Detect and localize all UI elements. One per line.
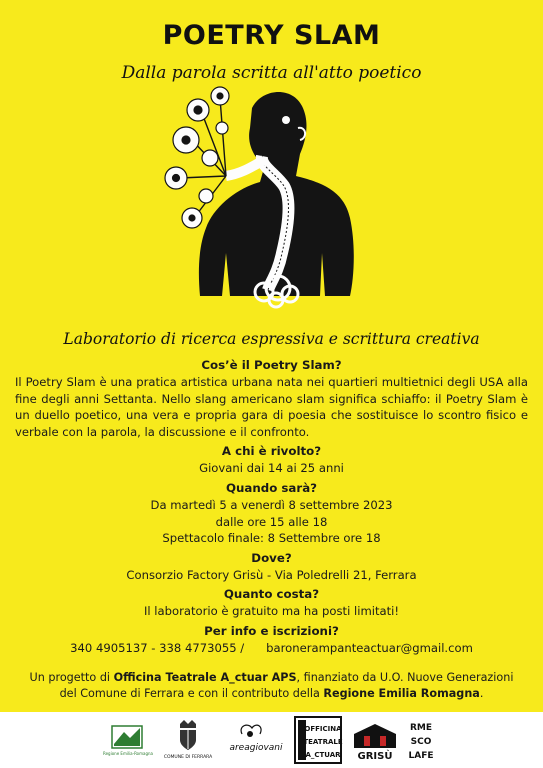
credits-org: Officina Teatrale A_ctuar APS: [113, 671, 297, 684]
svg-text:RME: RME: [409, 723, 433, 733]
svg-text:TEATRALE: TEATRALE: [303, 738, 343, 746]
rmb-logo: [406, 718, 436, 764]
project-credits: [20, 670, 523, 702]
info-content: [15, 357, 528, 657]
contact-line: [15, 640, 528, 657]
when-heading: Quando sarà?: [225, 480, 318, 495]
flower-6: [199, 122, 228, 203]
flower-stream: [226, 160, 264, 176]
regione-emilia-romagna-logo: [103, 722, 153, 758]
svg-text:OFFICINA: OFFICINA: [304, 725, 342, 733]
officina-teatrale-logo: [294, 716, 342, 764]
svg-text:A_CTUAR: A_CTUAR: [305, 751, 341, 759]
when-dates: Da martedì 5 a venerdì 8 settembre 2023: [150, 497, 393, 512]
what-heading: Cos’è il Poetry Slam?: [201, 358, 342, 372]
where-heading: Dove?: [251, 550, 292, 565]
when-hours: dalle ore 15 alle 18: [215, 514, 328, 529]
flower-4: [165, 167, 187, 189]
svg-text:SCO: SCO: [410, 737, 432, 747]
cost-text: Il laboratorio è gratuito ma ha posti limitati!: [143, 604, 400, 619]
svg-text:Regione Emilia-Romagna: Regione Emilia-Romagna: [103, 751, 153, 756]
where-text: Consorzio Factory Grisù - Via Poledrelli 21, Ferrara: [126, 567, 417, 582]
who-text: Giovani dai 14 ai 25 anni: [199, 461, 344, 476]
svg-text:COMUNE DI FERRARA: COMUNE DI FERRARA: [163, 755, 213, 760]
svg-text:GRISÙ: GRISÙ: [357, 751, 393, 762]
flower-2: [187, 99, 209, 121]
info-heading: Per info e iscrizioni?: [204, 623, 339, 638]
svg-text:LAFE: LAFE: [408, 751, 434, 761]
flower-3: [173, 127, 199, 153]
area-giovani-logo: [228, 720, 284, 760]
figure-eye: [282, 116, 290, 124]
who-heading: A chi è rivolto?: [221, 444, 322, 459]
cost-heading: Quanto costa?: [223, 587, 320, 602]
flower-1: [211, 87, 229, 105]
comune-ferrara-logo: [163, 718, 213, 762]
flower-5: [182, 208, 202, 228]
when-final-show: Spettacolo finale: 8 Settembre ore 18: [162, 531, 381, 546]
credits-region: Regione Emilia Romagna: [323, 687, 480, 700]
contact-email[interactable]: baronerampanteactuar@gmail.com: [266, 640, 473, 655]
grisu-logo: [350, 720, 400, 762]
credits-suffix: .: [479, 687, 484, 700]
what-text: Il Poetry Slam è una pratica artistica urbana nata nei quartieri multietnici degli USA alla fine degli anni Settanta. Nello slang americano slam significa schiaffo: il Poetry Slam è un duello poetico, una vera e propria gara di poesia che sostituisce lo scontro fisico e verbale con la parola, la discussione e il confronto.: [15, 375, 528, 439]
poster-subtitle: Dalla parola scritta all'atto poetico: [121, 63, 422, 83]
poet-illustration: [160, 78, 380, 318]
poster-title: POETRY SLAM: [162, 20, 381, 51]
workshop-tagline: Laboratorio di ricerca espressiva e scrittura creativa: [63, 330, 480, 348]
svg-text:areagiovani: areagiovani: [229, 743, 283, 753]
credits-middle: , finanziato da U.O. Nuove Generazioni del Comune di Ferrara e con il contributo della: [59, 671, 514, 700]
sponsor-logos-bar: [0, 712, 543, 768]
phone-numbers: 340 4905137 - 338 4773055 /: [70, 640, 245, 655]
credits-prefix: Un progetto di: [29, 671, 114, 684]
